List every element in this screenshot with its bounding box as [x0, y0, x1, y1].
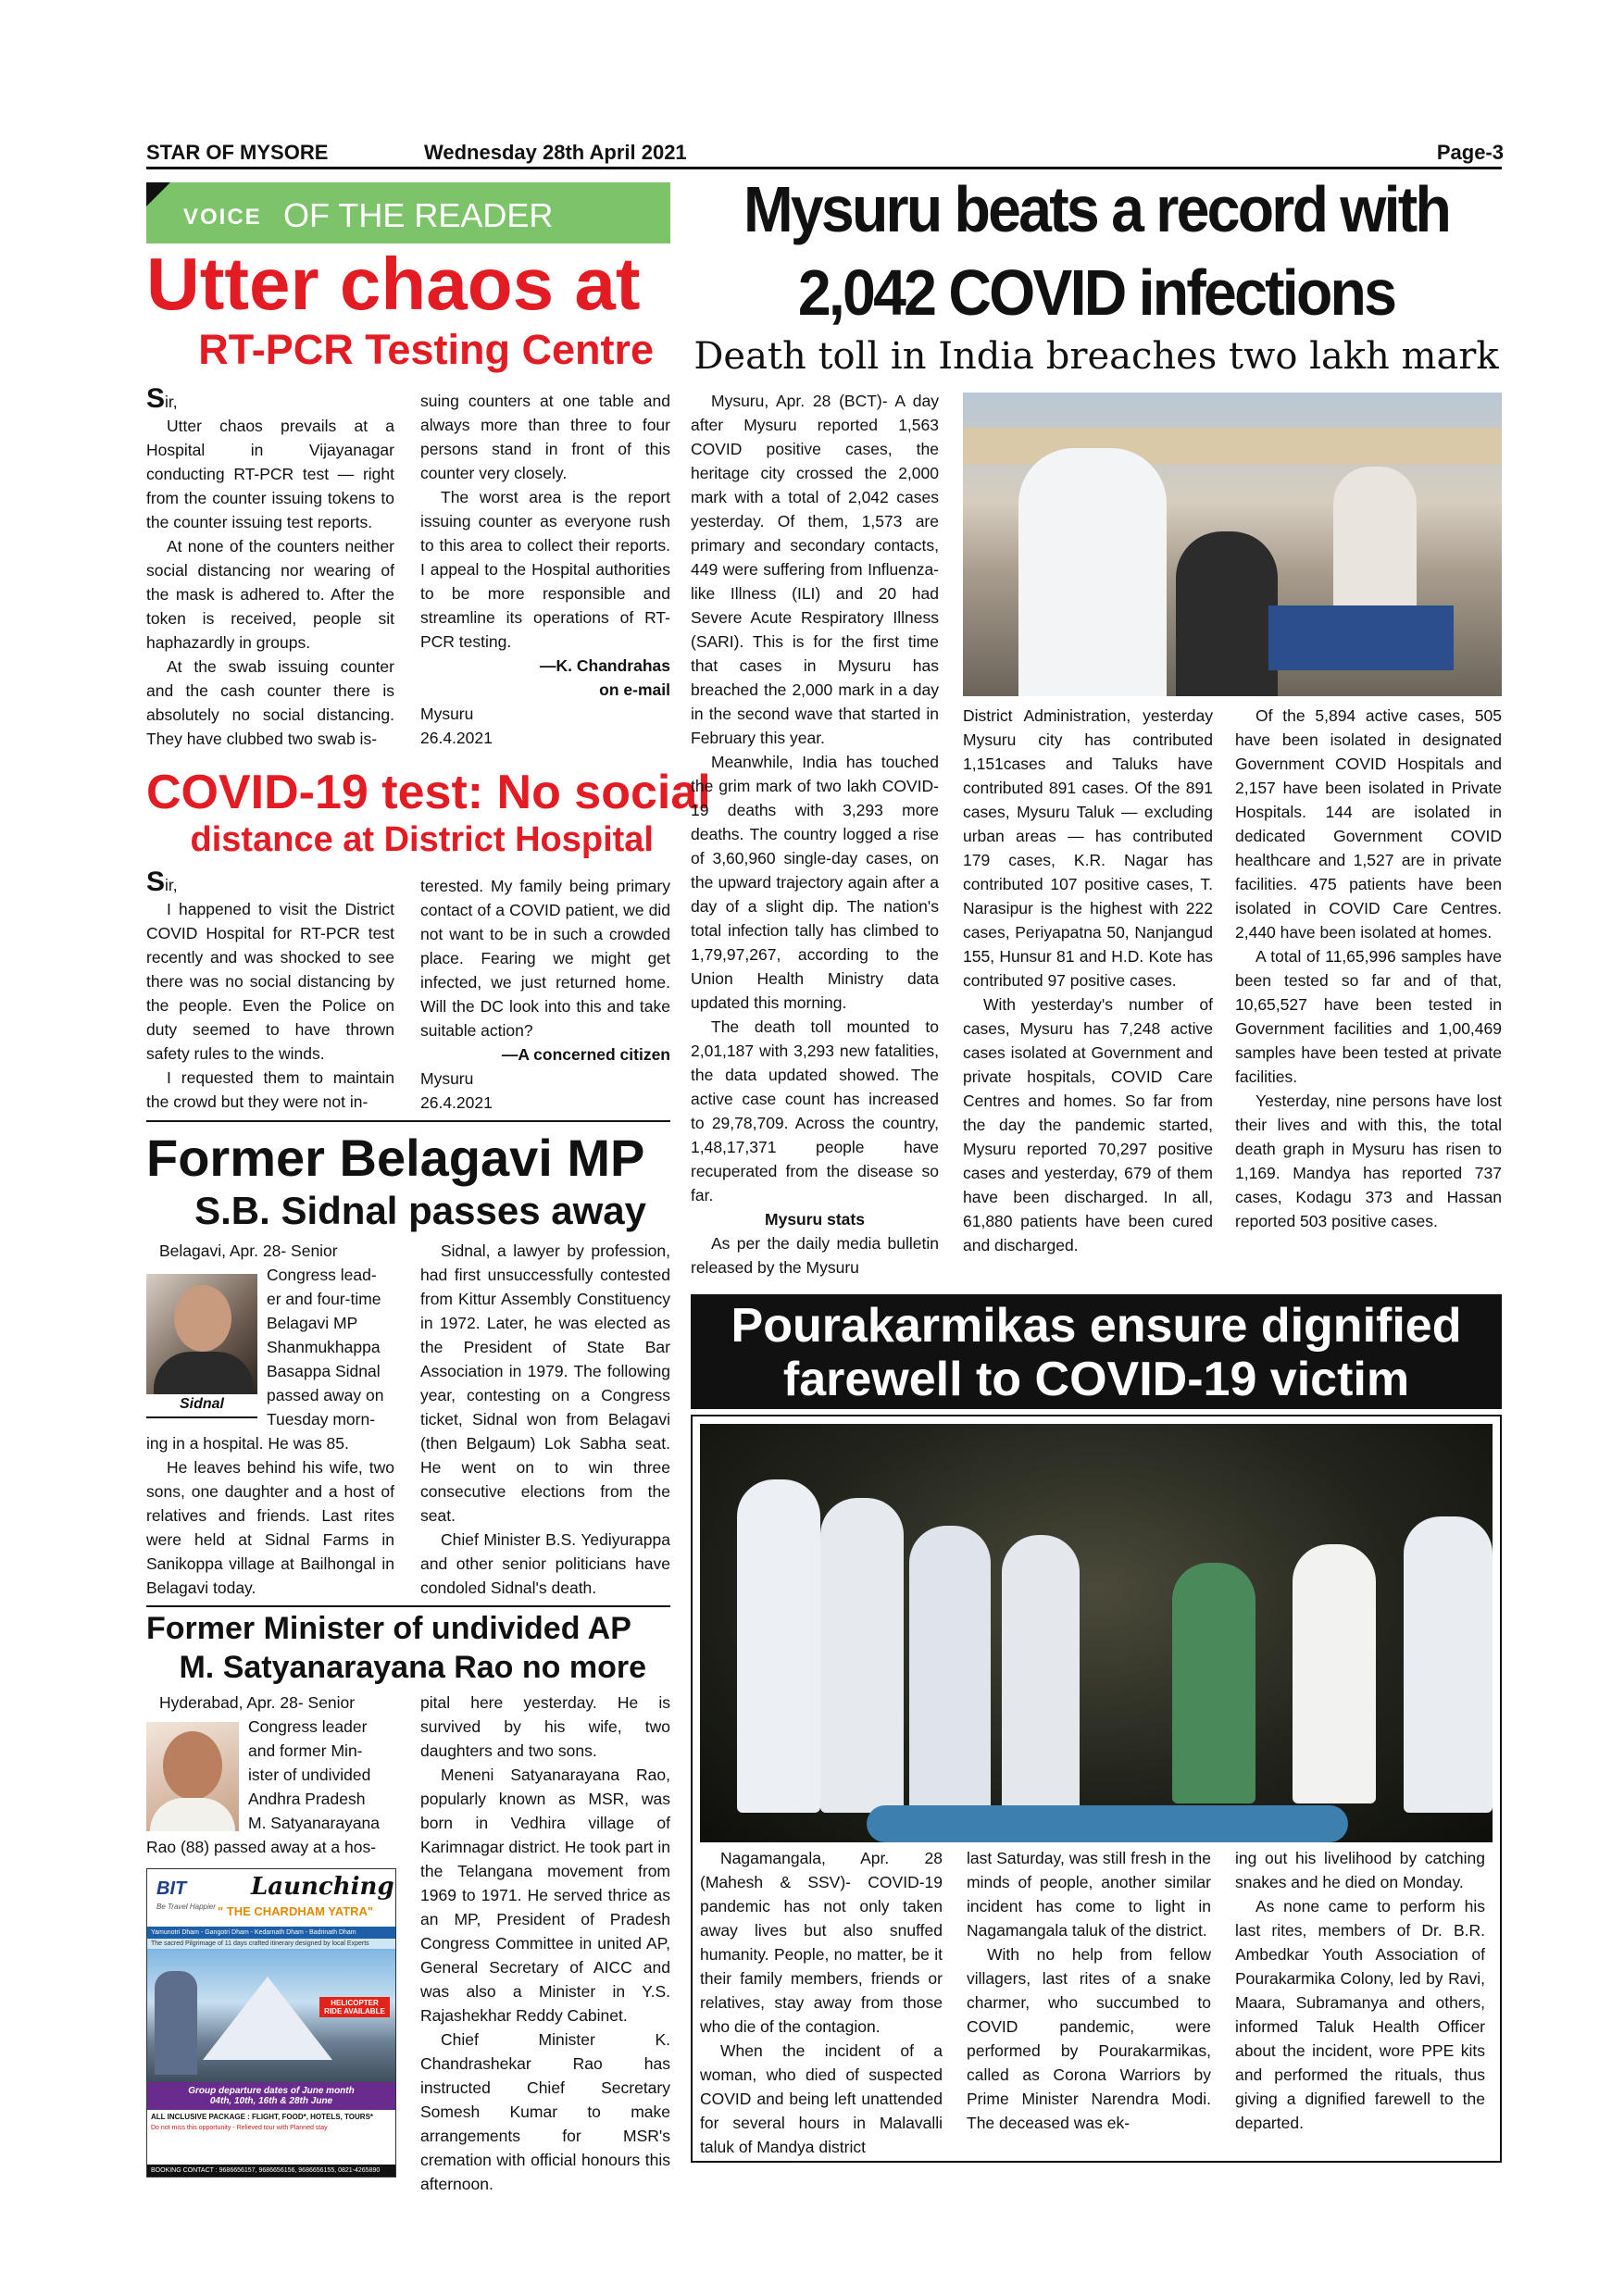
msr-headline-line1: Former Minister of undivided AP [146, 1611, 631, 1646]
sidnal-wrap-6: passed away on [267, 1386, 384, 1404]
lead-swab-test-photo [963, 393, 1502, 696]
sidnal-p3: Sidnal, a lawyer by profession, had first unsuccessfully contested from Kittur Assembly Constituency in 1972. Later, he was elected as the President of State Bar Association in 1979. The following year, contesting on a Congress ticket, Sidnal won from Belagavi (then Belgaum) Lok Sabha seat. He went on to win three consecutive elections from the seat. [420, 1242, 670, 1525]
pourakarmikas-col3 [1235, 1846, 1485, 2135]
pourakarmikas-headline-line2: farewell to COVID-19 victim [782, 1353, 1410, 1406]
pour-p5: ing out his livelihood by catching snakes and he died on Monday. [1235, 1849, 1485, 1891]
lead-p9: Yesterday, nine persons have lost their lives and with this, the total death graph in Mysuru has risen to 1,169. Mandya has reported 737 cases, Kodagu 373 and Hassan reported 503 positive cases. [1235, 1092, 1502, 1230]
sidnal-headline-line2: S.B. Sidnal passes away [194, 1189, 646, 1232]
ppe-worker [1018, 448, 1167, 696]
letter1-p1: Utter chaos prevails at a Hospital in Vijayanagar conducting RT-PCR test — right from the counter issuing tokens to the counter issuing test reports. [146, 417, 394, 531]
letter2-date: 26.4.2021 [420, 1093, 493, 1112]
pour-p2: When the incident of a woman, who died of suspected COVID and being left unattended for several hours in Malavalli taluk of Mandya district [700, 2041, 943, 2156]
lead-col3 [1235, 704, 1502, 1233]
letter1-p5: The worst area is the report issuing counter as everyone rush to this area to collect their reports. I appeal to the Hospital authorities to be more responsible and streamline its operations of RT-PCR testing. [420, 488, 670, 651]
ppe-person-4 [1002, 1535, 1080, 1813]
lead-p4: As per the daily media bulletin released by the Mysuru [691, 1234, 939, 1277]
dropcap-s2: S [146, 867, 166, 897]
sidnal-col1-top-line [159, 1239, 394, 1263]
caption-rule [146, 1416, 257, 1418]
lead-headline-line1: Mysuru beats a record with [743, 173, 1450, 245]
ad-launching: Launching [251, 1873, 394, 1901]
letter1-p2: At none of the counters neither social distancing nor wearing of the mask is adhered to. After the token is received, people sit haphazardly in groups. [146, 537, 394, 652]
ppe-person-3 [909, 1526, 991, 1813]
letter2-title-line1: COVID-19 test: No social [146, 766, 711, 819]
msr-p4: Chief Minister K. Chandrashekar Rao has instructed Chief Secretary Somesh Kumar to make arrangements for MSR's cremation with official honours this afternoon. [420, 2030, 670, 2193]
lead-p5: District Administration, yesterday Mysuru city has contributed 1,151cases and Taluks have contributed 891 cases. Of the 891 cases, Mysuru Taluk — excluding urban areas — has contributed 179 cases, K.R. Nagar has contributed 107 positive cases, T. Narasipur is the highest with 222 cases, Periyapatna 50, Nanjangud 155, Hunsur 81 and H.D. Kote has contributed 97 positive cases. [963, 706, 1213, 990]
pour-p4: With no help from fellow villagers, last rites of a snake charmer, who succumbed to COVID pandemic, were performed by Pourakarmikas, called as Corona Warriors by Prime Minister Narendra Modi. The deceased was ek- [967, 1945, 1211, 2132]
sidnal-col1-full [146, 1431, 394, 1600]
dropcap-s: S [146, 383, 166, 414]
chardham-advert[interactable] [146, 1868, 396, 2177]
msr-p2: pital here yesterday. He is survived by his wife, two daughters and two sons. [420, 1693, 670, 1760]
page-number: Page-3 [1436, 141, 1504, 164]
letter2-p3: terested. My family being primary contact of a COVID patient, we did not want to be in such a crowded place. Fearing we might get infected, we just returned home. Will the DC look into this and take suitable action? [420, 877, 670, 1040]
mountain-peak [203, 1977, 332, 2060]
sidnal-wrap-0: Belagavi, Apr. 28- Senior [159, 1242, 338, 1260]
issue-date: Wednesday 28th April 2021 [424, 141, 687, 164]
msr-col1-top [159, 1691, 394, 1715]
voice-banner [146, 182, 670, 243]
letter2-p1: I happened to visit the District COVID Hospital for RT-PCR test recently and was shocked to see there was no social distancing by the people. Even the Police on duty seemed to have thrown safety rules to the winds. [146, 900, 394, 1063]
letter1-place: Mysuru [420, 705, 474, 723]
sidnal-wrap-7: Tuesday morn- [267, 1410, 376, 1429]
pour-p1: Nagamangala, Apr. 28 (Mahesh & SSV)- COVID-19 pandemic has not only taken away lives but also snuffed humanity. People, no matter, be it their family members, friends or relatives, stay away from those who die of the contagion. [700, 1849, 943, 2036]
ad-header [147, 1869, 395, 1927]
msr-p3: Meneni Satyanarayana Rao, popularly known as MSR, was born in Vedhira village of Karimnagar district. He took part in the Telangana movement from 1969 to 1971. He served thrice as an MP, President of Pradesh Congress Committee in united AP, General Secretary of AICC and was also a Minister in Y.S. Rajashekhar Reddy Cabinet. [420, 1766, 670, 2025]
ad-dates-line1: Group departure dates of June month [188, 2086, 355, 2096]
letter2-place: Mysuru [420, 1069, 474, 1088]
letter2-salutation: ir, [165, 876, 178, 894]
msr-col1-wrap [248, 1715, 394, 1835]
ad-brand: BIT [156, 1878, 187, 1899]
lead-col1 [691, 389, 939, 1279]
sidnal-p4: Chief Minister B.S. Yediyurappa and other senior politicians have condoled Sidnal's death. [420, 1530, 670, 1597]
sidnal-headline-line1: Former Belagavi MP [146, 1129, 645, 1187]
masthead-rule [146, 167, 1502, 169]
lead-p3: The death toll mounted to 2,01,187 with 3,293 new fatalities, the data updated showed. The active case count has increased to 29,78,709. Across the country, 1,48,17,371 people have recuperated from the disease so far. [691, 1017, 939, 1204]
woman-green-saree [1172, 1563, 1255, 1803]
letter2-signature: —A concerned citizen [501, 1045, 670, 1064]
shoulders-shape [154, 1352, 254, 1394]
ad-miss: Do not miss this opportunity - Relieved tour with Planned stay [151, 2125, 328, 2131]
msr-wrap-1: Congress leader [248, 1717, 368, 1736]
letter1-p4: suing counters at one table and always more than three to four persons stand in front of this counter very closely. [420, 392, 670, 482]
lead-subhead: Death toll in India breaches two lakh mark [693, 335, 1499, 378]
pourakarmikas-headline-box [691, 1294, 1502, 1409]
ad-package: ALL INCLUSIVE PACKAGE : FLIGHT, FOOD*, HOTELS, TOURS* [151, 2113, 374, 2121]
voice-bottom-rule [146, 1120, 670, 1122]
ad-dates-line2: 04th, 10th, 16th & 28th June [209, 2096, 333, 2106]
letter2-p2: I requested them to maintain the crowd but they were not in- [146, 1068, 394, 1111]
shiva-figure [155, 1971, 197, 2075]
sidnal-col2 [420, 1239, 670, 1600]
pour-p3: last Saturday, was still fresh in the minds of people, another similar incident has come to light in Nagamangala taluk of the district. [967, 1849, 1211, 1940]
msr-photo [146, 1722, 239, 1831]
pourakarmikas-headline-line1: Pourakarmikas ensure dignified [731, 1299, 1462, 1353]
letter1-col1 [146, 383, 394, 751]
sidnal-wrap-1: Congress lead- [267, 1266, 377, 1284]
sidnal-wrap-4: Shanmukhappa [267, 1338, 381, 1356]
letter1-title-line2: RT-PCR Testing Centre [198, 326, 654, 373]
lead-p1: Mysuru, Apr. 28 (BCT)- A day after Mysuru reported 1,563 COVID positive cases, the heritage city crossed the 2,000 mark with a total of 2,042 cases yesterday. Of them, 1,573 are primary and secondary contacts, 449 were suffering from Influenza-like Illness (ILI) and 20 had Severe Acute Respiratory Illness (SARI). This is for the first time that cases in Mysuru has breached the 2,000 mark in a day in the second wave that started in February this year. [691, 392, 939, 747]
letter1-title-line1: Utter chaos at [146, 243, 641, 325]
ppe-person-1 [737, 1479, 820, 1813]
sidnal-wrap-3: Belagavi MP [267, 1314, 358, 1332]
sidnal-bottom-rule [146, 1605, 670, 1607]
sidnal-photo [146, 1274, 257, 1394]
patient-figure [1176, 531, 1278, 696]
voice-banner-small: VOICE [183, 205, 262, 230]
ad-contact: BOOKING CONTACT : 9686656157, 9686656156, 9686656155, 0821-4265890 [147, 2165, 395, 2177]
letter2-col2 [420, 874, 670, 1115]
msr-col2 [420, 1691, 670, 2196]
pourakarmikas-night-photo [700, 1424, 1493, 1842]
ad-heli: HELICOPTER RIDE AVAILABLE [319, 1997, 390, 2017]
pour-p6: As none came to perform his last rites, members of Dr. B.R. Ambedkar Youth Association of Pourakarmika Colony, led by Ravi, Maara, Subramanya and others, informed Taluk Health Officer about the incident, wore PPE kits and performed the rituals, thus giving a dignified farewell to the departed. [1235, 1897, 1485, 2132]
msr-headline-line2: M. Satyanarayana Rao no more [179, 1650, 646, 1685]
msr-wrap-3: ister of undivided [248, 1766, 371, 1784]
lead-p7: Of the 5,894 active cases, 505 have been isolated in designated Government COVID Hospitals and 2,157 have been isolated in Private Hospitals. 144 are isolated in dedicated Government COVID healthcare and 1,527 are in private facilities. 475 patients have been isolated in COVID Care Centres. 2,440 have been isolated at homes. [1235, 706, 1502, 942]
ad-route: Yamunotri Dham - Gangotri Dham - Kedarnath Dham - Badrinath Dham [147, 1927, 395, 1939]
wrapped-body [867, 1805, 1348, 1842]
lead-headline-line2: 2,042 COVID infections [797, 256, 1395, 329]
letter1-p3: At the swab issuing counter and the cash counter there is absolutely no social distancing. They have clubbed two swab is- [146, 657, 394, 748]
ad-tagline: Be Travel Happier [156, 1903, 216, 1911]
letter2-title-line2: distance at District Hospital [190, 820, 654, 859]
letter1-salutation: ir, [165, 393, 178, 411]
msr-wrap-4: Andhra Pradesh [248, 1790, 366, 1808]
pourakarmikas-col2 [967, 1846, 1211, 2135]
face-shape-2 [163, 1731, 222, 1800]
shirt-shape [150, 1798, 235, 1831]
sidnal-photo-caption: Sidnal [179, 1396, 224, 1412]
lead-subhead-stats: Mysuru stats [765, 1210, 865, 1229]
ad-mountain-image [147, 1949, 395, 2082]
face-shape [174, 1285, 231, 1352]
lead-p2: Meanwhile, India has touched the grim mark of two lakh COVID-19 deaths with 3,293 more deaths. The country logged a rise of 3,60,960 single-day cases, on the upward trajectory again after a day of a slight dip. The nation's total infection tally has climbed to 1,79,97,267, according to the Union Health Ministry data updated this morning. [691, 753, 939, 1012]
ppe-person-5 [1404, 1516, 1493, 1813]
ad-dates [147, 2082, 395, 2110]
letter2-col1 [146, 867, 394, 1114]
sidnal-wrap-5: Basappa Sidnal [267, 1362, 381, 1380]
ad-desc: The sacred Pilgrimage of 11 days crafted itinerary designed by local Experts [147, 1939, 395, 1949]
paper-name: STAR OF MYSORE [146, 141, 329, 164]
pourakarmikas-col1 [700, 1846, 943, 2159]
sidnal-p1: ing in a hospital. He was 85. [146, 1434, 349, 1453]
lead-p6: With yesterday's number of cases, Mysuru has 7,248 active cases isolated at Government and private hospitals, COVID Care Centres and homes. So far from the day the pandemic started, Mysuru reported 70,297 positive cases and yesterday, 679 of them have been discharged. In all, 61,880 patients have been cured and discharged. [963, 995, 1213, 1254]
lead-p8: A total of 11,65,996 samples have been tested so far and of that, 10,65,527 have been tested in Government facilities and 1,00,469 samples have been tested at private facilities. [1235, 947, 1502, 1086]
banner-corner [146, 182, 170, 206]
lead-col2 [963, 704, 1213, 1257]
letter1-via: on e-mail [599, 680, 670, 699]
man-white-shirt [1293, 1544, 1376, 1803]
msr-wrap-5: M. Satyanarayana [248, 1814, 381, 1832]
letter1-signature: —K. Chandrahas [540, 656, 670, 675]
msr-p1: Rao (88) passed away at a hos- [146, 1838, 377, 1856]
letter1-col2 [420, 389, 670, 750]
sidnal-col1-wrap [267, 1263, 394, 1431]
voice-banner-rest: OF THE READER [283, 196, 554, 234]
msr-col1-full [146, 1835, 394, 1859]
msr-wrap-2: and former Min- [248, 1741, 363, 1760]
msr-wrap-0: Hyderabad, Apr. 28- Senior [159, 1693, 356, 1712]
letter1-date: 26.4.2021 [420, 729, 493, 747]
ppe-person-2 [820, 1498, 904, 1813]
sample-tray [1268, 605, 1454, 670]
sidnal-p2: He leaves behind his wife, two sons, one daughter and a host of relatives and friends. Last rites were held at Sidnal Farms in Sanikoppa village at Bailhongal in Belagavi today. [146, 1458, 394, 1597]
sidnal-wrap-2: er and four-time [267, 1290, 381, 1308]
ad-yatra: " THE CHARDHAM YATRA" [218, 1904, 374, 1918]
